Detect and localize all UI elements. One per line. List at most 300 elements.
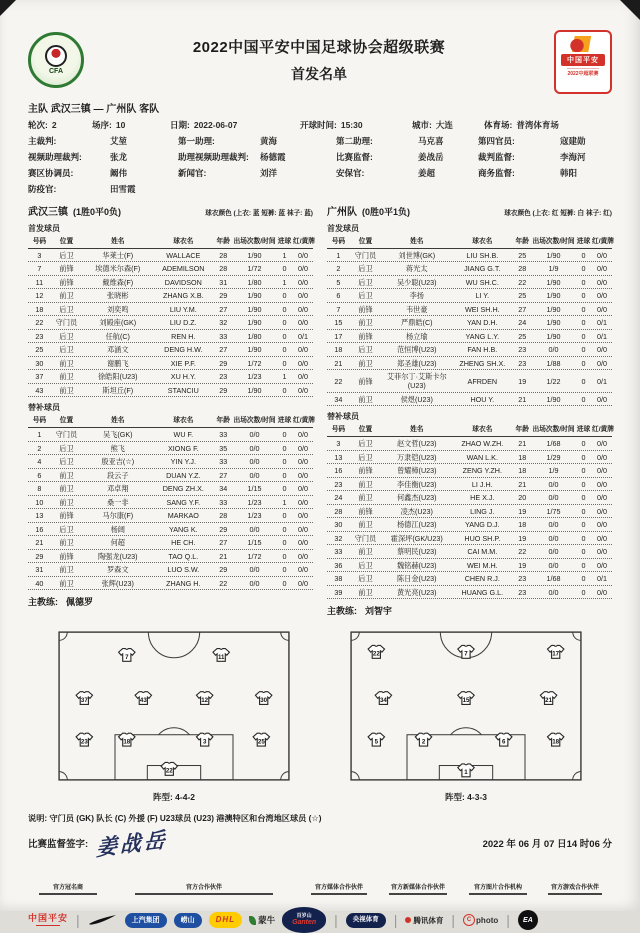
cell-name: 严鼎皓(C) <box>400 318 433 328</box>
cell-age: 22 <box>518 547 527 557</box>
cell-apps-time: 0/0 <box>548 547 559 557</box>
cell-name: 罗森文 <box>106 565 129 575</box>
cell-name: 吴飞(GK) <box>102 430 133 440</box>
player-number: 2 <box>421 738 426 746</box>
player-number: 12 <box>201 697 209 705</box>
info-field <box>478 151 612 163</box>
formation-label: 阵型: 4-3-3 <box>444 792 488 803</box>
column-header: 出场次数/时间 <box>233 417 276 425</box>
cell-cards: 0/1 <box>297 331 308 341</box>
cell-name: 殷亚吉(☆) <box>101 457 135 467</box>
player-shirt-icon <box>368 733 384 746</box>
column-header: 进球 <box>277 417 292 425</box>
cell-number: 18 <box>35 304 44 314</box>
player-number: 5 <box>374 738 379 746</box>
player-row <box>28 563 313 577</box>
cell-goals: 0 <box>282 331 287 341</box>
cell-goals: 0 <box>581 304 586 314</box>
cell-name: 邓卓翔 <box>106 484 129 494</box>
cell-name: 黄光亮(U23) <box>396 587 437 597</box>
cell-apps-time: 1/68 <box>546 574 561 584</box>
cell-apps-time: 1/90 <box>546 331 561 341</box>
player-row <box>28 536 313 550</box>
cell-age: 33 <box>219 331 228 341</box>
player-row <box>327 316 612 330</box>
column-header: 号码 <box>32 417 47 425</box>
cell-apps-time: 1/90 <box>247 304 262 314</box>
cell-jersey-name: LIU D.Z. <box>169 318 197 328</box>
cell-goals: 0 <box>581 277 586 287</box>
cell-apps-time: 0/0 <box>548 520 559 530</box>
player-number: 7 <box>125 654 129 662</box>
cell-age: 20 <box>518 493 527 503</box>
cell-position: 前锋 <box>358 331 373 341</box>
info-field <box>28 183 178 195</box>
document-header <box>28 24 612 94</box>
cell-cards: 0/0 <box>596 479 607 489</box>
cell-cards: 0/0 <box>596 466 607 476</box>
info-label: 主裁判: <box>28 136 57 146</box>
formation-pitch <box>56 629 292 783</box>
cell-position: 前卫 <box>59 538 74 548</box>
cell-cards: 0/0 <box>297 318 308 328</box>
info-value: 刘洋 <box>260 168 278 178</box>
column-header: 姓名 <box>111 417 125 425</box>
cell-number: 40 <box>35 578 44 588</box>
cell-apps-time: 0/0 <box>249 457 260 467</box>
column-header: 出场次数/时间 <box>233 238 276 245</box>
player-row <box>28 276 313 290</box>
cell-number: 21 <box>334 358 343 368</box>
column-header: 年龄 <box>515 426 529 434</box>
cell-age: 27 <box>219 538 228 548</box>
cell-goals: 1 <box>282 497 287 507</box>
player-number: 22 <box>372 650 380 658</box>
cell-number: 18 <box>334 345 343 355</box>
team-panel-home <box>28 203 313 617</box>
player-row <box>327 393 612 407</box>
cell-apps-time: 0/0 <box>548 493 559 503</box>
cell-age: 18 <box>518 466 527 476</box>
divider: | <box>334 912 338 929</box>
cell-position: 前卫 <box>358 479 373 489</box>
supervisor-signature: 姜战岳 <box>96 826 169 861</box>
cell-name: 赵文哲(U23) <box>396 439 437 449</box>
cell-name: 任航(C) <box>105 331 130 341</box>
sponsor-heading: 官方合作伙伴 <box>108 882 300 895</box>
player-row <box>28 455 313 469</box>
cell-jersey-name: WEI M.H. <box>466 560 498 570</box>
cell-position: 后卫 <box>358 264 373 274</box>
player-number: 7 <box>464 650 468 658</box>
cell-number: 37 <box>35 372 44 382</box>
cell-position: 后卫 <box>358 560 373 570</box>
player-number: 18 <box>123 738 131 746</box>
player-number: 43 <box>139 697 147 705</box>
cell-jersey-name: ZHANG H. <box>166 578 201 588</box>
player-shirt-icon <box>496 733 512 746</box>
cell-number: 30 <box>35 358 44 368</box>
cell-jersey-name: WU SH.C. <box>465 277 499 287</box>
column-header: 红/黄牌 <box>293 417 315 425</box>
column-header: 红/黄牌 <box>293 238 315 245</box>
cell-position: 前卫 <box>59 385 74 395</box>
player-row <box>327 572 612 586</box>
cell-age: 33 <box>219 430 228 440</box>
cell-number: 17 <box>334 331 343 341</box>
column-header: 球衣名 <box>472 426 493 434</box>
cell-number: 7 <box>336 304 341 314</box>
cell-position: 守门员 <box>55 318 78 328</box>
cell-jersey-name: SANG Y.F. <box>166 497 201 507</box>
cell-cards: 0/0 <box>297 538 308 548</box>
team-kit-colors: 球衣颜色 (上衣: 蓝 短裤: 蓝 袜子: 蓝) <box>205 210 313 217</box>
cell-position: 前卫 <box>59 565 74 575</box>
cell-apps-time: 0/0 <box>249 430 260 440</box>
cell-position: 前卫 <box>59 358 74 368</box>
coach-line <box>327 604 612 617</box>
info-field <box>178 167 336 179</box>
leaf-icon <box>249 916 256 925</box>
column-header: 红/黄牌 <box>592 238 614 245</box>
cell-number: 13 <box>334 452 343 462</box>
info-label: 场序: <box>92 120 112 130</box>
cell-jersey-name: WU F. <box>173 430 194 440</box>
icphoto-logo: C photo <box>463 914 498 926</box>
cell-apps-time: 0/0 <box>249 524 260 534</box>
cell-cards: 0/0 <box>297 430 308 440</box>
info-value: 田雪霞 <box>110 184 136 194</box>
cell-cards: 0/0 <box>596 345 607 355</box>
cell-age: 29 <box>219 358 228 368</box>
player-row <box>28 482 313 496</box>
cell-name: 蒋光太 <box>405 264 428 274</box>
cell-jersey-name: YANG D.J. <box>465 520 500 530</box>
column-header: 号码 <box>331 426 346 434</box>
column-header: 年龄 <box>216 238 230 245</box>
cell-number: 33 <box>334 547 343 557</box>
info-label: 第四官员: <box>478 136 515 146</box>
cell-jersey-name: YANG L.Y. <box>465 331 500 341</box>
player-number: 21 <box>545 697 553 705</box>
saic-logo: 上汽集团 <box>125 913 167 928</box>
cell-apps-time: 1/23 <box>247 372 262 382</box>
cell-goals: 0 <box>282 443 287 453</box>
cell-name: 陈日金(U23) <box>396 574 437 584</box>
cell-goals: 0 <box>581 452 586 462</box>
player-shirt-icon <box>540 692 556 705</box>
cell-age: 22 <box>518 277 527 287</box>
column-header: 年龄 <box>515 238 529 245</box>
cell-position: 前锋 <box>59 264 74 274</box>
cell-name: 刘殿座(GK) <box>99 318 137 328</box>
player-shirt-icon <box>415 733 431 746</box>
cell-apps-time: 1/90 <box>546 277 561 287</box>
info-value: 艾堃 <box>110 136 128 146</box>
cell-number: 23 <box>334 479 343 489</box>
cell-apps-time: 1/88 <box>546 358 561 368</box>
cell-apps-time: 1/75 <box>546 506 561 516</box>
coach-label: 主教练: <box>327 606 357 617</box>
cell-position: 前卫 <box>59 578 74 588</box>
cell-cards: 0/0 <box>596 520 607 530</box>
info-value: 寇建勋 <box>560 136 586 146</box>
cell-position: 守门员 <box>354 250 377 260</box>
cell-number: 36 <box>334 560 343 570</box>
cell-name: 戴维森(F) <box>102 277 134 287</box>
player-row <box>327 330 612 344</box>
cell-number: 5 <box>336 277 341 287</box>
player-row <box>28 262 313 276</box>
formation-home <box>56 629 292 803</box>
cell-position: 后卫 <box>59 250 74 260</box>
cell-cards: 0/0 <box>596 493 607 503</box>
cell-cards: 0/0 <box>297 511 308 521</box>
player-number: 30 <box>260 697 268 705</box>
info-field <box>478 167 612 179</box>
player-row <box>28 523 313 537</box>
player-row <box>327 518 612 532</box>
info-value: 15:30 <box>340 120 363 130</box>
cell-name: 李扬 <box>409 291 424 301</box>
player-number: 18 <box>552 738 560 746</box>
info-field <box>336 151 478 163</box>
player-number: 37 <box>80 697 88 705</box>
sponsor-logos <box>28 907 612 933</box>
cell-age: 18 <box>518 452 527 462</box>
cfa-ball-icon <box>45 45 67 67</box>
cell-position: 前卫 <box>358 547 373 557</box>
cell-number: 15 <box>334 318 343 328</box>
cell-jersey-name: MARKAO <box>167 511 199 521</box>
cell-name: 侯煜(U23) <box>400 394 433 404</box>
cell-age: 21 <box>219 551 228 561</box>
cell-jersey-name: WEI SH.H. <box>464 304 500 314</box>
table-header-row <box>327 424 612 437</box>
cell-position: 前卫 <box>59 497 74 507</box>
info-label: 日期: <box>170 120 190 130</box>
info-value: 杨德霞 <box>260 152 286 162</box>
cell-jersey-name: ZHANG X.B. <box>162 291 204 301</box>
cell-position: 前锋 <box>358 466 373 476</box>
player-row <box>28 509 313 523</box>
cell-jersey-name: HE X.J. <box>470 493 495 503</box>
cell-cards: 0/0 <box>297 372 308 382</box>
info-field <box>170 119 300 131</box>
player-shirt-icon <box>196 692 212 705</box>
column-header: 位置 <box>358 426 373 434</box>
cell-cards: 0/0 <box>297 484 308 494</box>
cell-number: 6 <box>37 470 42 480</box>
csl-league-logo <box>554 30 612 94</box>
coach-label: 主教练: <box>28 597 58 608</box>
cell-position: 后卫 <box>59 331 74 341</box>
cell-jersey-name: LI Y. <box>475 291 490 301</box>
cell-goals: 0 <box>581 574 586 584</box>
cell-goals: 0 <box>581 318 586 328</box>
info-value: 2022-06-07 <box>193 120 238 130</box>
player-row <box>28 577 313 591</box>
cell-number: 3 <box>336 439 341 449</box>
column-header: 进球 <box>576 238 591 245</box>
cell-goals: 0 <box>282 565 287 575</box>
match-info <box>28 119 612 195</box>
cell-jersey-name: ZENG Y.ZH. <box>462 466 502 476</box>
player-row <box>327 437 612 451</box>
cell-goals: 0 <box>581 587 586 597</box>
info-value: 张龙 <box>110 152 128 162</box>
cell-position: 前锋 <box>358 376 373 386</box>
cell-goals: 0 <box>581 264 586 274</box>
cell-position: 前卫 <box>59 291 74 301</box>
cell-jersey-name: ADEMILSON <box>162 264 205 274</box>
info-value: 李海河 <box>560 152 586 162</box>
cell-name: 郑圣雄(U23) <box>396 358 437 368</box>
player-shirt-icon <box>76 733 92 746</box>
column-header: 出场次数/时间 <box>532 426 575 434</box>
cell-goals: 0 <box>581 547 586 557</box>
cell-name: 华莱士(F) <box>102 250 134 260</box>
coach-name: 佩德罗 <box>66 597 94 608</box>
cell-cards: 0/0 <box>297 578 308 588</box>
cell-jersey-name: XIONG F. <box>167 443 199 453</box>
cell-position: 前锋 <box>59 277 74 287</box>
column-header: 姓名 <box>410 426 424 434</box>
cell-jersey-name: FAN H.B. <box>467 345 498 355</box>
print-datetime: 2022 年 06 月 07 日14 时06 分 <box>482 839 612 851</box>
scan-corner-artifact <box>620 0 640 20</box>
cell-jersey-name: HUANG G.L. <box>461 587 504 597</box>
sponsor-heading: 官方新媒体合作伙伴 <box>378 882 458 895</box>
player-row <box>28 469 313 483</box>
player-row <box>327 586 612 600</box>
cell-age: 24 <box>518 318 527 328</box>
cell-goals: 0 <box>581 533 586 543</box>
cell-jersey-name: LIU Y.M. <box>169 304 197 314</box>
player-shirt-icon <box>213 649 229 662</box>
info-label: 防疫官: <box>28 184 57 194</box>
player-row <box>327 478 612 492</box>
cell-goals: 0 <box>581 560 586 570</box>
cell-jersey-name: HE CH. <box>171 538 196 548</box>
scan-corner-artifact <box>0 0 16 16</box>
cell-age: 28 <box>518 264 527 274</box>
team-name: 广州队 <box>327 207 357 218</box>
player-row <box>28 330 313 344</box>
cell-age: 27 <box>219 345 228 355</box>
info-label: 比赛监督: <box>336 152 373 162</box>
cell-position: 前锋 <box>59 551 74 561</box>
cell-name: 桑一非 <box>106 497 129 507</box>
cell-cards: 0/1 <box>596 318 607 328</box>
home-away-line: 主队 武汉三镇 — 广州队 客队 <box>28 104 160 115</box>
cell-goals: 0 <box>581 291 586 301</box>
cell-age: 23 <box>518 345 527 355</box>
player-shirt-icon <box>458 692 474 705</box>
cell-age: 25 <box>518 250 527 260</box>
document-title: 2022中国平安中国足球协会超级联赛 <box>192 39 446 56</box>
cell-name: 杨德江(U23) <box>396 520 437 530</box>
cell-number: 43 <box>35 385 44 395</box>
info-value: 黄海 <box>260 136 278 146</box>
cell-goals: 0 <box>282 551 287 561</box>
cell-name: 吴少聪(U23) <box>396 277 437 287</box>
player-shirt-icon <box>255 692 271 705</box>
cell-goals: 0 <box>581 466 586 476</box>
csl-flame-icon <box>568 36 598 52</box>
cell-age: 19 <box>518 560 527 570</box>
cell-age: 19 <box>518 533 527 543</box>
cell-position: 后卫 <box>358 277 373 287</box>
column-header: 姓名 <box>410 238 424 245</box>
cell-age: 23 <box>518 358 527 368</box>
column-header: 出场次数/时间 <box>532 238 575 245</box>
cell-number: 25 <box>35 345 44 355</box>
cell-jersey-name: ZHAO W.ZH. <box>461 439 504 449</box>
cell-apps-time: 0/0 <box>548 587 559 597</box>
cell-position: 后卫 <box>358 452 373 462</box>
cell-number: 38 <box>334 574 343 584</box>
cell-cards: 0/0 <box>297 551 308 561</box>
cell-goals: 0 <box>282 538 287 548</box>
player-number: 11 <box>217 654 225 662</box>
player-number: 6 <box>502 738 506 746</box>
cell-age: 25 <box>518 291 527 301</box>
info-label: 商务监督: <box>478 168 515 178</box>
ganten-logo: 百岁山 Ganten <box>282 907 326 933</box>
subs-label: 替补球员 <box>327 412 359 422</box>
cell-goals: 0 <box>581 520 586 530</box>
player-shirt-icon <box>119 649 135 662</box>
cell-position: 前卫 <box>358 493 373 503</box>
player-number: 15 <box>462 697 470 705</box>
cell-jersey-name: XIE P.F. <box>170 358 196 368</box>
cell-age: 35 <box>219 443 228 453</box>
subs-table <box>28 415 313 590</box>
signature-label: 比赛监督签字: <box>28 839 89 851</box>
csl-logo-subtext: 2022中超联赛 <box>567 68 598 77</box>
cctv-sports-logo: 央视体育 <box>346 913 386 928</box>
cell-position: 前卫 <box>59 470 74 480</box>
player-row <box>327 262 612 276</box>
cell-jersey-name: HUO SH.P. <box>464 533 501 543</box>
formation-away <box>348 629 584 803</box>
cell-number: 34 <box>334 394 343 404</box>
formation-label: 阵型: 4-4-2 <box>152 792 196 803</box>
cell-apps-time: 1/23 <box>247 511 262 521</box>
cell-age: 22 <box>219 578 228 588</box>
cell-goals: 1 <box>282 250 287 260</box>
cell-jersey-name: YANG K. <box>169 524 198 534</box>
mengniu-logo: 蒙牛 <box>249 914 275 926</box>
cell-name: 杨立瑜 <box>405 331 428 341</box>
cell-name: 埃德米尔森(F) <box>95 264 141 274</box>
cell-goals: 0 <box>581 331 586 341</box>
info-field <box>300 119 412 131</box>
cell-goals: 1 <box>282 372 287 382</box>
cell-jersey-name: TAO Q.L. <box>168 551 199 561</box>
cell-goals: 0 <box>581 394 586 404</box>
player-shirt-icon <box>253 733 269 746</box>
info-field <box>92 119 170 131</box>
player-number: 17 <box>552 650 560 658</box>
cell-name: 徐皓阳(U23) <box>97 372 138 382</box>
cell-position: 前锋 <box>358 506 373 516</box>
cell-cards: 0/0 <box>297 250 308 260</box>
cell-number: 1 <box>37 430 42 440</box>
player-row <box>28 357 313 371</box>
team-kit-colors: 球衣颜色 (上衣: 红 短裤: 白 袜子: 红) <box>504 210 612 217</box>
